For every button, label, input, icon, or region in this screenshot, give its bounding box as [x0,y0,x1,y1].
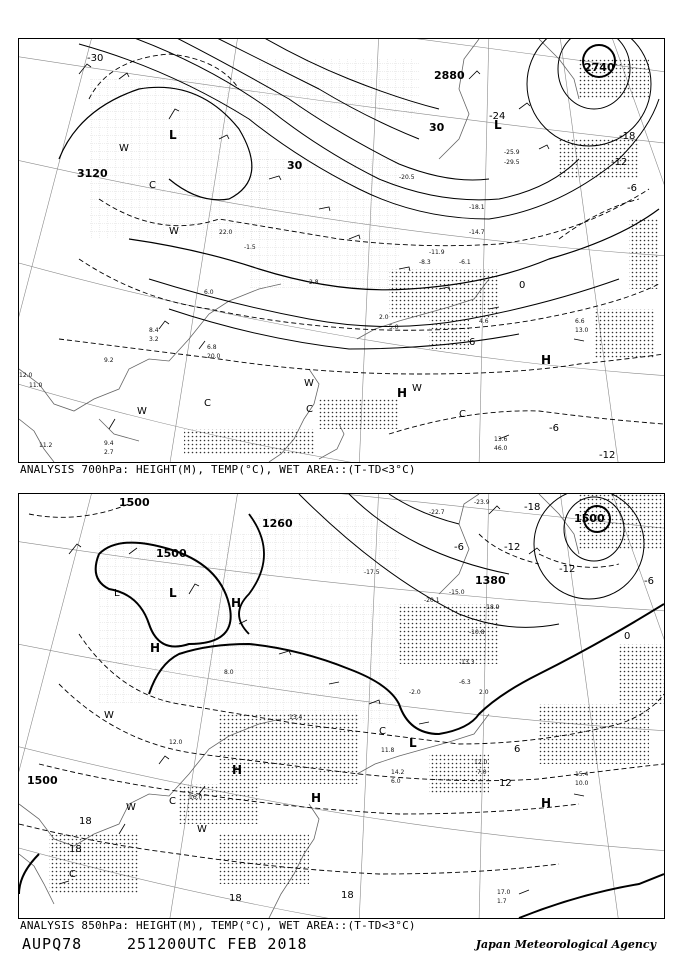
system-marker: H [311,791,322,805]
station-value: 16.0 [189,794,203,801]
temp-label: -12 [599,450,616,461]
system-marker: H [397,386,408,400]
station-value: 1.7 [497,898,507,905]
system-marker: W [137,406,147,417]
map-panel-850hpa [18,493,665,919]
temp-label: -6 [454,542,464,553]
temp-label: 6 [469,337,476,348]
height-label: 1380 [475,574,506,587]
system-marker: L [494,118,502,132]
system-marker: W [304,378,314,389]
system-marker: L [114,588,120,599]
station-value: -20.1 [424,597,440,604]
station-value: 2.8 [309,279,319,286]
station-value: 6.8 [207,344,217,351]
system-marker: H [232,763,243,777]
temp-label: -24 [489,111,506,122]
station-value: 46.0 [494,445,508,452]
system-marker: W [104,710,114,721]
height-label: 1500 [574,512,605,525]
station-value: -29.5 [504,159,520,166]
station-value: 14.2 [391,769,405,776]
height-label: 2740 [584,61,615,74]
height-label: 1260 [262,517,293,530]
station-value: 13.6 [494,436,508,443]
station-value: 9.2 [104,357,114,364]
temp-label: -12 [611,157,628,168]
station-value: -2.0 [409,689,421,696]
station-value: -25.9 [504,149,520,156]
system-marker: C [306,404,313,415]
temp-label: -18 [619,131,636,142]
station-value: 11.8 [381,747,395,754]
station-value: 20.0 [207,353,221,360]
station-value: 12.0 [19,372,33,379]
station-value: 17.0 [497,889,511,896]
station-value: 7.0 [477,769,487,776]
station-value: -13.3 [459,659,475,666]
agency-name: Japan Meteorological Agency [475,938,656,951]
station-value: 12.0 [169,739,183,746]
station-value: -22.7 [429,509,445,516]
temp-label: 18 [341,890,354,901]
station-value: -20.5 [399,174,415,181]
station-value: 22.0 [219,229,233,236]
station-value: -6.1 [459,259,471,266]
station-value: -10.8 [469,629,485,636]
station-value: 6.0 [204,289,214,296]
map-panel-700hpa [18,38,665,463]
station-value: 11.0 [29,382,43,389]
temp-label: 0 [624,631,631,642]
temp-label: 12 [499,778,512,789]
valid-time: 251200UTC FEB 2018 [127,935,308,953]
station-value: 11.2 [39,442,53,449]
station-value: -11.9 [429,249,445,256]
system-marker: H [231,596,242,610]
hatch-area-850 [99,514,399,724]
system-marker: C [149,180,156,191]
system-marker: W [169,226,179,237]
station-value: -1.5 [244,244,256,251]
station-value: -15.0 [449,589,465,596]
station-value: 4.6 [479,318,489,325]
station-value: -18.9 [484,604,500,611]
temp-label: -6 [549,423,559,434]
station-value: 5.0 [389,324,399,331]
temp-label: -6 [627,183,637,194]
station-value: 12.0 [474,759,488,766]
station-value: 9.4 [104,440,114,447]
temp-label: -6 [644,576,654,587]
system-marker: C [169,796,176,807]
station-value: 3.2 [149,336,159,343]
station-value: -6.3 [459,679,471,686]
system-marker: C [459,409,466,420]
station-value: 8.4 [149,327,159,334]
system-marker: W [412,383,422,394]
system-marker: L [409,736,417,750]
temp-label: 0 [519,280,526,291]
height-label: 1500 [119,496,150,509]
station-value: 13.0 [575,327,589,334]
caption-850hpa: ANALYSIS 850hPa: HEIGHT(M), TEMP(°C), WET AREA::(T-TD<3°C) [20,919,416,932]
height-label: 1500 [156,547,187,560]
system-marker: C [69,869,76,880]
temp-label: 6 [514,744,521,755]
height-label: 1500 [27,774,58,787]
temp-label: 18 [229,893,242,904]
system-marker: H [150,641,161,655]
temp-label: -18 [524,502,541,513]
station-value: -14.7 [469,229,485,236]
station-value: 8.0 [224,669,234,676]
system-marker: W [119,143,129,154]
caption-700hpa: ANALYSIS 700hPa: HEIGHT(M), TEMP(°C), WET AREA::(T-TD<3°C) [20,463,416,476]
station-value: 6.0 [391,778,401,785]
station-value: -8.3 [419,259,431,266]
station-value: 15.4 [575,771,589,778]
chart-id: AUPQ78 [22,935,83,953]
station-value: -23.9 [474,499,490,506]
system-marker: L [169,128,177,142]
temp-label: -30 [87,53,104,64]
system-marker: W [126,802,136,813]
height-label: 30 [429,121,445,134]
height-label: 2880 [434,69,465,82]
station-value: 2.7 [104,449,114,456]
system-marker: H [541,796,552,810]
system-marker: W [197,824,207,835]
station-value: 13.4 [289,714,303,721]
station-value: 2.0 [479,689,489,696]
station-value: 6.6 [575,318,585,325]
map-850hpa-svg [19,494,664,918]
height-label: 30 [287,159,303,172]
temp-label: -12 [559,564,576,575]
station-value: -17.5 [364,569,380,576]
station-value: 2.0 [379,314,389,321]
system-marker: C [204,398,211,409]
map-700hpa-svg [19,39,664,462]
height-label: 3120 [77,167,108,180]
temp-label: -12 [504,542,521,553]
system-marker: C [379,726,386,737]
system-marker: H [541,353,552,367]
station-value: -18.1 [469,204,485,211]
station-value: 10.0 [575,780,589,787]
system-marker: L [169,586,177,600]
temp-label: 18 [79,816,92,827]
temp-label: 18 [69,844,82,855]
